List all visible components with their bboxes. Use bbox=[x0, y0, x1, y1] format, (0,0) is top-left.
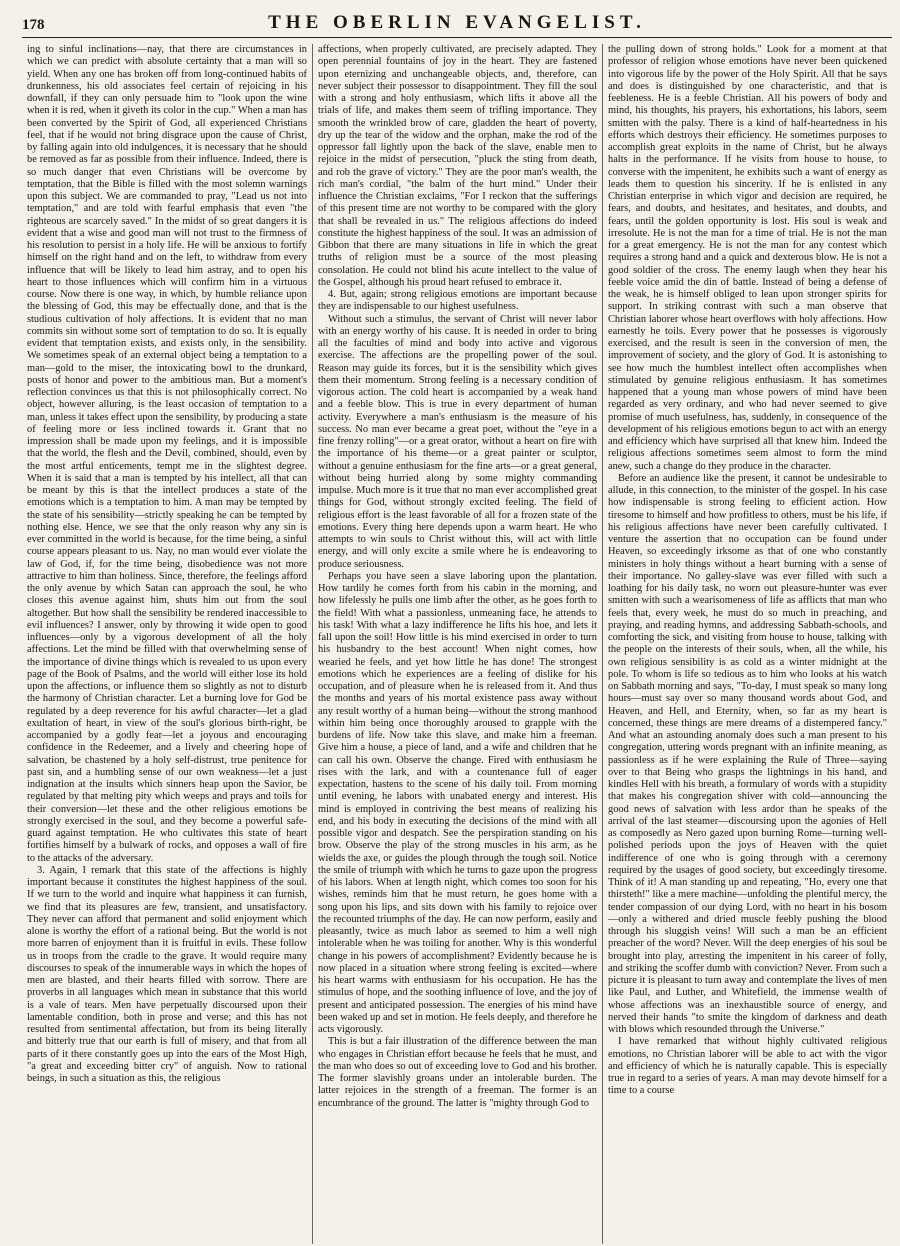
column-middle bbox=[312, 44, 602, 1244]
paragraph: 3. Again, I remark that this state of the affections is highly important because it constitutes the highest happiness of the soul. If we turn to the world and inquire what happiness it can furnish, we find that its pleasures are few, transient, and unsatisfactory. They never can afford that permanent and solid enjoyment which alone is worthy the effort of a rational being. But the world is not more barren of enjoyment than it is fruitful in evils. These follow us in troops from the cradle to the grave. It would require many discourses to speak of the innumerable ways in which the hopes of men are blasted, and their hearts filled with sorrow. There are proverbs in all languages which mean in substance that this world is a vale of tears. Men have perpetually discoursed upon their lamentable condition, both in prose and verse; and this has not resulted from sentimental affectation, but from its being literally and bitterly true that our earth is full of misery, and that from all parts of it there constantly goes up into the ears of the Most High, "a great and exceeding bitter cry" of anguish. Now to rational beings, in such a situation as this, the religious bbox=[27, 864, 307, 1084]
text-columns bbox=[22, 44, 892, 1244]
paragraph: 4. But, again; strong religious emotions are important because they are indispensable to our highest usefulness. bbox=[318, 289, 597, 313]
paragraph: ing to sinful inclinations—nay, that there are circumstances in which we can predict with absolute certainty that a man will so yield. When any one has broken off from long-continued habits of drunkenness, his old associates feel certain of rejoicing in his downfall, if they can only persuade him to "look upon the wine when it is red, when it giveth its color in the cup." When a man has been converted by the Spirit of God, all experienced Christians feel, that if he would not bring disgrace upon the cause of Christ, by falling again into old indulgences, it is necessary that he should be removed as far as possible from their influence. Indeed, there is so much danger that even Christians will be overcome by temptation, that the Bible is filled with the most solemn warnings upon this subject. We are commanded to pray, "Lead us not into temptation," and are told with fearful emphasis that even "the righteous are scarcely saved." In the midst of so great dangers it is evident that a wise and good man will not trust to the firmness of his resolution to persist in a holy life. He will be anxious to fortify himself on the right hand and on the left, to withdraw from every influence that will be likely to lead him astray, and to open his heart to those influences which will confirm him in a virtuous course. Now there is one way, in which, by humble reliance upon the blessing of God, this may be effectually done, and that is the studious cultivation of holy affections. It is evident that no man commits sin without some sort of temptation to do so. It is equally evident that temptation exists, and exists only, in the sensibility. We sometimes speak of an external object being a temptation to a man—gold to the miser, the intoxicating bowl to the drunkard, posts of honor and power to the ambitious man. But a moment's reflection convinces us that this is not philosophically correct. No object, however alluring, is the least occasion of temptation to a man, unless it takes effect upon the sensibility, by producing a state of feeling more or less inclined towards it. Grant that no impression shall be made upon my feelings, and it is impossible that the world, the flesh and the Devil, combined, should, even by the most artful enticements, tempt me in the slightest degree. When it is said that a man is tempted by his intellect, all that can be meant by this is that the intellect produces a state of the emotions which is a temptation to him. A man may be tempted by the state of his sensibility—strictly speaking he can be tempted by nothing else. Hence, we see that the only reason why any sin is ever committed in the world is because, for the time being, a sinful course appears pleasant to us. Nay, no man would ever violate the law of God, if, for the time being, disobedience was not more attractive to him than holiness. Since, therefore, the feelings afford the only avenue by which Satan can approach the soul, he who closes this avenue against him, shuts him out from the soul altogether. But how shall the sensibility be rendered inaccessible to evil influences? I answer, only by throwing it wide open to good influences—only by a vigorous development of all the holy affections. Let the mind be filled with that overwhelming sense of the importance of divine things which is revealed to us upon every page of the Book of Psalms, and the world will either lose its hold upon the affections, or influence them so slightly as not to disturb the harmony of Christian character. Let a burning love for God be regulated by a deep reverence for his awful character—let a glad exultation of heart, in view of the soul's glorious birth-right, be accompanied by a godly fear—let a joyous and encouraging confidence in the Redeemer, and a lively and cheering hope of salvation, be chastened by a holy self-distrust, true penitence for past sin, and a humbling sense of our own weakness—let a just indignation at the insults which sinners heap upon the Savior, be regulated by that melting pity which weeps and prays and toils for their conversion—let these and the other religious emotions be strongly exercised in the soul, and they become a powerful safe-guard against temptation. He who cultivates this state of heart fortifies himself by a bulwark of rocks, and opposes a wall of fire to the attacks of the adversary. bbox=[27, 44, 307, 864]
journal-title: THE OBERLIN EVANGELIST. bbox=[268, 12, 646, 33]
column-right bbox=[602, 44, 892, 1244]
paragraph: the pulling down of strong holds." Look for a moment at that professor of religion whose emotions have never been quickened into vigorous life by the power of the Holy Spirit. All that he says and does is distinguished by one characteristic, and that is feebleness. He is a feeble Christian. All his powers of body and mind, his thoughts, his prayers, his exhortations, his labors, seem smitten with the palsy. There is a kind of half-heartedness in his efforts which destroys their efficiency. He sometimes purposes to accomplish great exploits in the name of Christ, but he always halts in the performance. If he visits from house to house, to converse with the impenitent, he exhibits such a want of energy as leads them to question his sincerity. If he is enlisted in any Christian enterprise in which vigor and decision are required, he fears, and doubts, and hesitates, and hesitates, and doubts, and fears, until the golden opportunity is lost. His soul is weak and irresolute. He is not the man for a time of trial. He is not the man for a great emergency. He is not the man for any contest which requires a strong hand and a quick and dexterous blow. He is not a good soldier of the cross. The enemy laugh when they hear his feeble voice amid the din of battle. Instead of being a defense of the weak, he is himself obliged to lean upon stronger spirits for support. In striking contrast with such a man observe that Christian laborer whose heart overflows with holy affections. How earnestly he toils. Every power that he possesses is vigorously exercised, and the result is seen in the conversion of men, the improvement of society, and the glory of God. It is astonishing to see how much the humblest intellect often accomplishes when stimulated by genuine religious enthusiasm. It has sometimes happened that a young man whose powers of mind have been regarded as very ordinary, and who had never seemed to give promise of much usefulness, has, suddenly, in consequence of the development of his religious emotions begun to act with an energy and efficiency which have surprised all that knew him. Indeed the religious affections sometimes seem almost to form the mind anew, such a change do they produce in the character. bbox=[608, 44, 887, 472]
paragraph: This is but a fair illustration of the difference between the man who engages in Christian effort because he feels that he must, and the man who does so out of exceeding love to God and his brother. The former slavishly groans under an intolerable burden. The latter rejoices in the strength of a freeman. The former is an encumbrance of the ground. The latter is "mighty through God to bbox=[318, 1036, 597, 1109]
column-left bbox=[22, 44, 312, 1244]
paragraph: Without such a stimulus, the servant of Christ will never labor with an energy worthy of his cause. It is needed in order to bring all the faculties of mind and body into active and vigorous exercise. The affections are the propelling power of the soul. Reason may guide its forces, but it is the sensibility which gives them their momentum. Strong feeling is a necessary condition of vigorous action. The cold heart is accompanied by a weak hand and a feeble blow. This is true in every department of human activity. Everywhere a man's enthusiasm is the measure of his success. No man ever became a great poet, without the "eye in a fine frenzy rolling"—or a great orator, without a heart on fire with the importance of his theme—or a great painter or sculptor, without a genuine enthusiasm for the fine arts—or a great general, without being hurried along by some mighty commanding impulse. Much more is it true that no man ever accomplished great things for God, without strongly excited feeling. The field of religious effort is the least favorable of all for a frozen state of the emotions. Every thing here depends upon a warm heart. He who attempts to win souls to Christ without this, will act with little energy, and will only excite a smile where he is endeavoring to produce seriousness. bbox=[318, 313, 597, 570]
paragraph: affections, when properly cultivated, are precisely adapted. They open perennial fountains of joy in the heart. They are fastened upon eternizing and unchangeable objects, and, therefore, can never subject their possessor to disappointment. They fill the soul with a strong and holy enthusiasm, which lifts it above all the trials of life, and makes them seem of trifling importance. They smooth the wrinkled brow of care, gladden the heart of poverty, dry up the tear of the widow and the orphan, make the rod of the oppressor fall lightly upon the back of the slave, enable men to rejoice in the midst of persecution, "pluck the sting from death, and rob the grave of victory." They are the poor man's wealth, the rich man's cordial, "the balm of the hurt mind." Under their influence the Christian exclaims, "For I reckon that the sufferings of this present time are not worthy to be compared with the glory that shall be revealed in us." The religious affections do indeed constitute the highest happiness of the soul. It was an admission of Gibbon that there are many situations in life in which the great truths of religion must be a source of the most pleasing consolation. He could not blind his acute intellect to the value of the Gospel, although his proud heart refused to embrace it. bbox=[318, 44, 597, 288]
paragraph: Before an audience like the present, it cannot be undesirable to allude, in this connection, to the minister of the gospel. In his case how indispensable is strong feeling to efficient action. How tiresome to himself and how profitless to others, must be his life, if his religious affections have never been carefully cultivated. I venture the assertion that no occupation can be found under Heaven, so exceedingly irksome as that of one who constantly ministers in holy things without a heart burning with a sense of their importance. No galley-slave was ever filled with such a loathing for his daily task, no worn out pleasure-hunter was ever smitten with such a wearisomeness of life as afflicts that man who feels that, every week, he must do so much in preaching, and praying, and reading hymns, and addressing Sabbath-schools, and comforting the sick, and visiting from house to house, talking with the people on the interests of their souls, when, all the while, his own religious sensibility is as cold as a winter midnight at the pole. To whom is life so tedious as to him who looks at his watch on Sabbath morning and says, "To-day, I must speak so many long hours—must say over so many thousand words about God, and Heaven, and Hell, and Eternity, when, so far as my heart is concerned, these things are mere dreams of a distempered fancy." And what an astounding anomaly does such a man present to his congregation, uttering words pregnant with an infinite meaning, as passionless as if he were explaining the Rule of Three—saying over to that Being who grasps the lightnings in his hand, and kindles Hell with his breath, a formulary of words with a stupidity that makes his congregation shiver with cold—announcing the good news of salvation with less ardor than he speaks of the arrival of the last steamer—discoursing upon the agonies of Hell as composedly as Nero gazed upon burning Rome—turning well-polished periods upon the joys of Heaven with the quiet indifference of one who is going through with a ceremony required by the usages of good society, but exceedingly tiresome. Think of it! A man standing up and repeating, "Ho, every one that thirsteth!" like a mere machine—unfolding the plentiful mercy, the tender compassion of our dying Lord, with no heart in his bosom—only a withered and dried muscle feebly pushing the blood through his sluggish veins! Will such a man be an efficient preacher of the word? Never. Will the deep energies of his soul be brought into play, arresting the impenitent in his career of folly, and striking the scoffer dumb with conviction? Never. From such a picture it is pleasant to turn away and contemplate the lives of men like Paul, and Luther, and Whitefield, the immense wealth of whose affections was an inexhaustible source of energy, and nerved their hands "to smite the kingdom of darkness and death with blows which resounded through the Universe." bbox=[608, 472, 887, 1035]
masthead bbox=[22, 6, 892, 38]
page-number: 178 bbox=[22, 17, 45, 33]
paragraph: I have remarked that without highly cultivated religious emotions, no Christian laborer will be able to act with the vigor and efficiency of which he is naturally capable. This is especially true in regard to a series of years. A man may devote himself for a time to a course bbox=[608, 1036, 887, 1097]
paragraph: Perhaps you have seen a slave laboring upon the plantation. How tardily he comes forth from his cabin in the morning, and how lifelessly he pulls one limb after the other, as he goes forth to the field! With what a passionless, unmeaning face, he attends to his task! With what a lazy indifference he lifts his hoe, and lets it fall upon the soil! How little is his mind exercised in order to turn his husbandry to the best account! When night comes, how wearied he feels, and yet how little he has done! The strongest emotions which he experiences are a feeling of dislike for his occupation, and of pleasure when he is released from it. And thus the months and years of his mortal existence pass away without any result worthy of a human being—without the strong manhood within him being once thoroughly aroused to grapple with the burdens of life. Now take this slave, and make him a freeman. Give him a house, a piece of land, and a wife and children that he can call his own. Observe the change. Fired with enthusiasm he rises with the lark, and with a countenance full of eager expectation, hastens to the scene of his daily toil. From morning until evening, he labors with unabated energy and interest. His mind is employed in contriving the best means of realizing his end, and his body in executing the decisions of the mind with all possible vigor and despatch. See the perspiration standing on his brow. Observe the play of the strong muscles in his arm, as he wields the axe, or guides the plough through the tough soil. Notice the smile of triumph with which he turns to gaze upon the progress of his labors. When at length night, which comes too soon for his wishes, reminds him that he must return, he goes home with a song upon his lips, and sits down with his family to rejoice over the recounted triumphs of the day. He can now perform, easily and pleasantly, twice as much labor as seemed to him a well nigh intolerable when he was toiling for another. Why is this wonderful change in his powers of accomplishment? Evidently because he is now placed in a situation where strong feeling is excited—where his heart warms with enthusiasm for his occupation. He has the stimulus of hope, and the soothing influence of love, and the joy of present and anticipated possession. The energies of his mind have been waked up and set in motion. He feels deeply, and therefore he acts vigorously. bbox=[318, 570, 597, 1035]
